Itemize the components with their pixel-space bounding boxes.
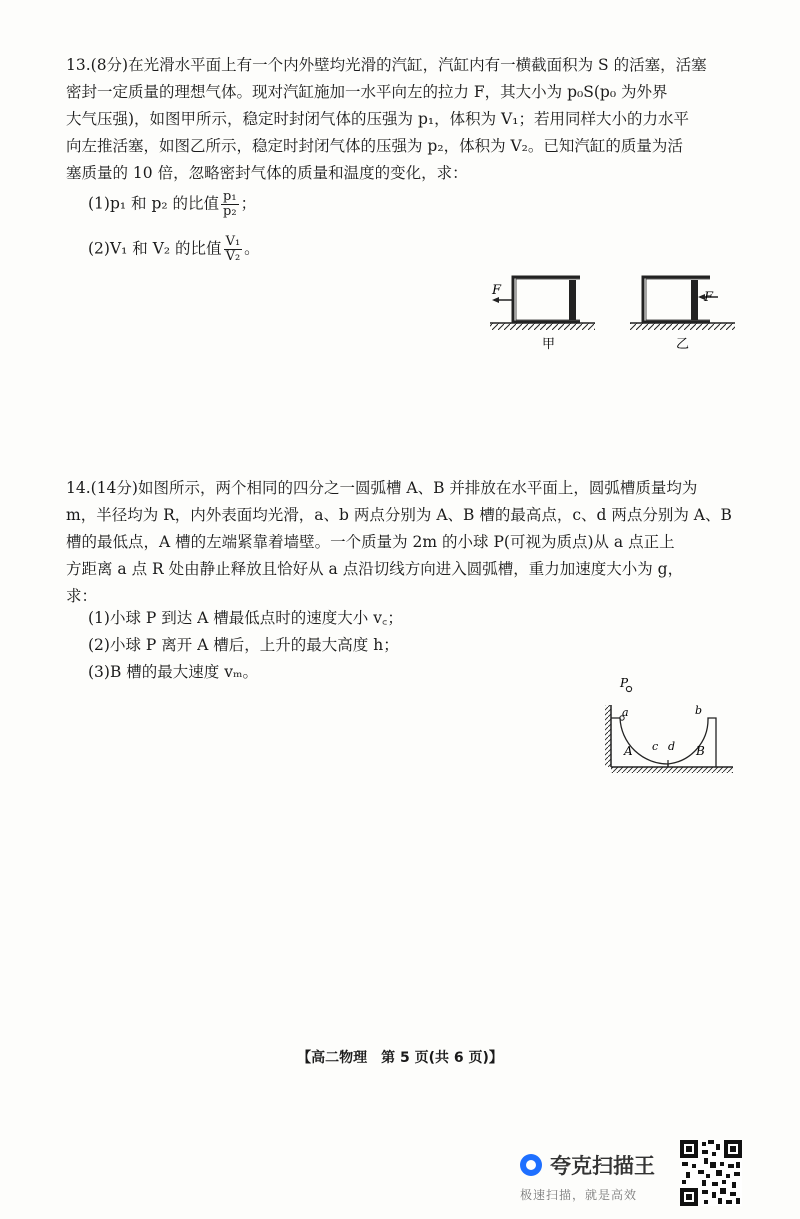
q13-line: 密封一定质量的理想气体。现对汽缸施加一水平向左的拉力 F，其大小为 p₀S(p₀ 为外界 <box>66 83 668 101</box>
q14-line: 槽的最低点，A 槽的左端紧靠着墙壁。一个质量为 2m 的小球 P(可视为质点)从 a 点正上 <box>66 533 675 551</box>
label-P: P <box>620 676 629 690</box>
label-a: a <box>622 706 629 719</box>
q14-sub1: (1)小球 P 到达 A 槽最低点时的速度大小 v꜀； <box>88 609 403 627</box>
label-A: A <box>624 744 633 758</box>
force-label: F <box>704 290 714 305</box>
q13-sub1: (1)p₁ 和 p₂ 的比值 $\frac{\text{p₁}}{\text{p₂}}$ ； <box>88 189 257 219</box>
q14-line: 14.(14分)如图所示，两个相同的四分之一圆弧槽 A、B 并排放在水平面上，圆弧槽质量均为 <box>66 479 698 497</box>
cylinder-jia <box>490 277 595 352</box>
q13-sub2: (2)V₁ 和 V₂ 的比值 $\frac{\text{V₁}}{\text{V₂}}$ 。 <box>88 234 260 264</box>
label-b: b <box>695 704 703 717</box>
label-yi: 乙 <box>676 337 690 352</box>
brand-name: 夸克扫描王 <box>550 1154 655 1178</box>
q14-sub2: (2)小球 P 离开 A 槽后，上升的最大高度 h； <box>88 636 399 654</box>
scanner-watermark <box>520 1150 680 1203</box>
q13-cylinder-diagram <box>480 270 750 355</box>
q13-line: 向左推活塞，如图乙所示，稳定时封闭气体的压强为 p₂，体积为 V₂。已知汽缸的质量为活 <box>66 137 683 155</box>
force-label: F <box>492 283 502 298</box>
label-c: c <box>652 740 659 753</box>
q14-line: 方距离 a 点 R 处由静止释放且恰好从 a 点沿切线方向进入圆弧槽，重力加速度大小为 g， <box>66 560 684 578</box>
q13-sub1-fraction: $\frac{\text{p₁}}{\text{p₂}}$ <box>223 189 237 219</box>
quark-logo-icon <box>520 1154 542 1176</box>
label-B: B <box>696 744 705 758</box>
qr-code-icon <box>680 1140 742 1206</box>
q14-line: 求： <box>66 587 98 605</box>
cylinder-yi <box>630 277 735 352</box>
page-footer: 【高二物理 第 5 页(共 6 页)】 <box>297 1050 503 1066</box>
q14-line: m，半径均为 R，内外表面均光滑，a、b 两点分别为 A、B 槽的最高点，c、d 两点分别为 A、B <box>66 506 732 524</box>
q14-sub3: (3)B 槽的最大速度 vₘ。 <box>88 663 258 681</box>
q13-sub2-fraction: $\frac{\text{V₁}}{\text{V₂}}$ <box>225 234 241 264</box>
label-jia: 甲 <box>542 337 556 352</box>
brand-slogan: 极速扫描，就是高效 <box>520 1188 638 1202</box>
q13-line: 13.(8分)在光滑水平面上有一个内外壁均光滑的汽缸，汽缸内有一横截面积为 S 的活塞，活塞 <box>66 56 707 74</box>
question-14 <box>66 475 746 610</box>
question-13 <box>66 52 746 187</box>
q14-arc-diagram <box>598 672 748 777</box>
q13-line: 塞质量的 10 倍，忽略密封气体的质量和温度的变化，求： <box>66 164 468 182</box>
q13-line: 大气压强)，如图甲所示，稳定时封闭气体的压强为 p₁，体积为 V₁；若用同样大小的力水平 <box>66 110 689 128</box>
label-d: d <box>668 740 676 753</box>
